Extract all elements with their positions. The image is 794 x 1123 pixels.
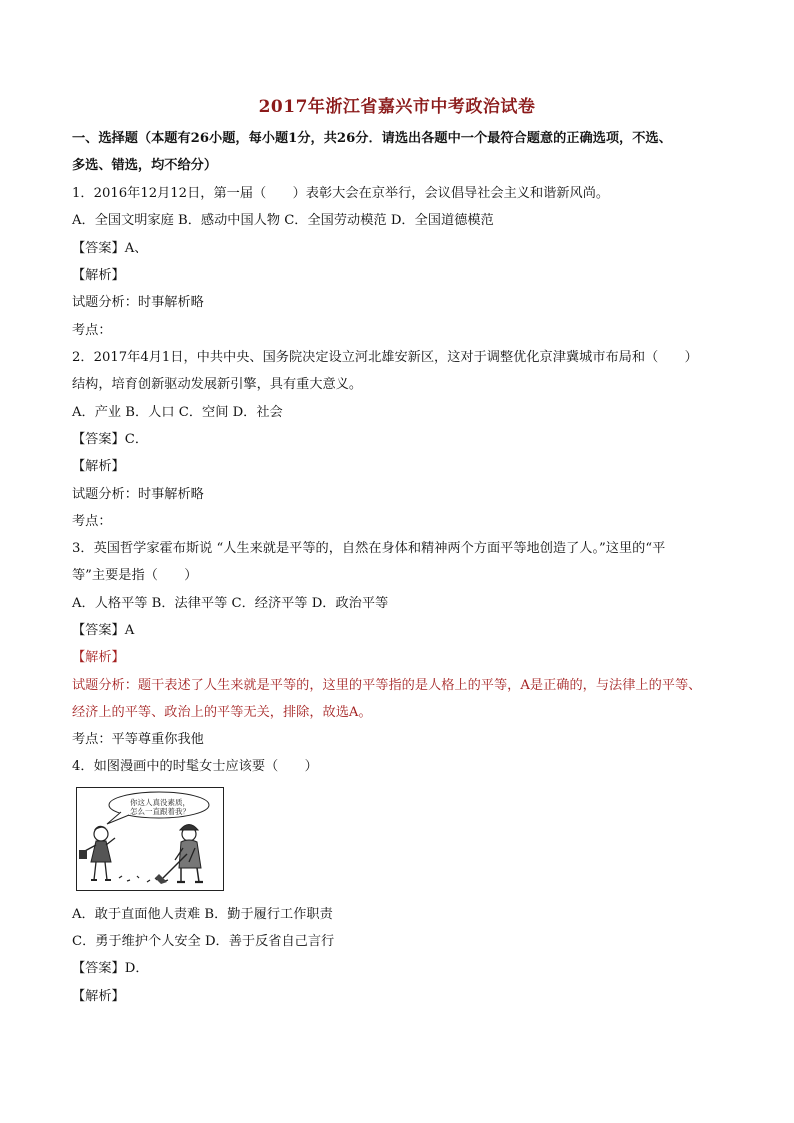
question-4-options-line2: C．勇于维护个人安全 D．善于反省自己言行 xyxy=(72,934,335,949)
question-2-kaodian: 考点： xyxy=(72,514,112,529)
page-title: 2017年浙江省嘉兴市中考政治试卷 xyxy=(258,97,536,117)
question-2-analysis-label: 【解析】 xyxy=(72,459,125,474)
question-1-stem: 1．2016年12月12日，第一届（ ）表彰大会在京举行，会议倡导社会主义和谐新风尚。 xyxy=(72,186,610,201)
question-2-stem-line2: 结构，培育创新驱动发展新引擎，具有重大意义。 xyxy=(72,377,363,392)
question-2-stem-line1: 2．2017年4月1日，中共中央、国务院决定设立河北雄安新区，这对于调整优化京津冀城市布局和（ ） xyxy=(72,350,698,365)
question-3-answer: 【答案】A xyxy=(72,623,135,638)
cartoon-text-line1: 你这人真没素质， xyxy=(130,798,190,807)
question-4-stem: 4．如图漫画中的时髦女士应该要（ ） xyxy=(72,759,318,774)
question-3-options: A．人格平等 B．法律平等 C．经济平等 D．政治平等 xyxy=(72,596,389,611)
question-1-kaodian: 考点： xyxy=(72,323,112,338)
question-3-analysis-label: 【解析】 xyxy=(72,650,125,665)
question-3-analysis-line1: 试题分析：题干表述了人生来就是平等的，这里的平等指的是人格上的平等，A是正确的，与法律上的平等、 xyxy=(72,678,702,693)
section-header-line1: 一、选择题（本题有26小题，每小题1分，共26分．请选出各题中一个最符合题意的正确选项，不选、 xyxy=(72,131,672,146)
question-2-answer: 【答案】C． xyxy=(72,432,149,447)
question-3-kaodian: 考点：平等尊重你我他 xyxy=(72,732,204,747)
question-3-analysis-line2: 经济上的平等、政治上的平等无关，排除，故选A。 xyxy=(72,705,372,720)
cartoon-text-line2: 怎么一直跟着我？ xyxy=(130,807,190,816)
cartoon-speech-bubble xyxy=(115,798,205,816)
question-3-stem-line2: 等”主要是指（ ） xyxy=(72,568,198,583)
question-4-options-line1: A．敢于直面他人责难 B．勤于履行工作职责 xyxy=(72,907,333,922)
question-4-analysis-label: 【解析】 xyxy=(72,989,125,1004)
question-1-analysis: 试题分析：时事解析略 xyxy=(72,295,204,310)
question-2-analysis: 试题分析：时事解析略 xyxy=(72,487,204,502)
section-header-line2: 多选、错选，均不给分） xyxy=(72,158,218,173)
question-1-analysis-label: 【解析】 xyxy=(72,268,125,283)
question-1-options: A．全国文明家庭 B．感动中国人物 C．全国劳动模范 D．全国道德模范 xyxy=(72,213,494,228)
question-2-options: A．产业 B．人口 C．空间 D．社会 xyxy=(72,405,283,420)
question-1-answer: 【答案】A、 xyxy=(72,241,148,256)
question-3-stem-line1: 3．英国哲学家霍布斯说 “人生来就是平等的，自然在身体和精神两个方面平等地创造了人。”这里的“平 xyxy=(72,541,666,556)
question-4-answer: 【答案】D． xyxy=(72,961,149,976)
cartoon-image xyxy=(76,787,224,891)
